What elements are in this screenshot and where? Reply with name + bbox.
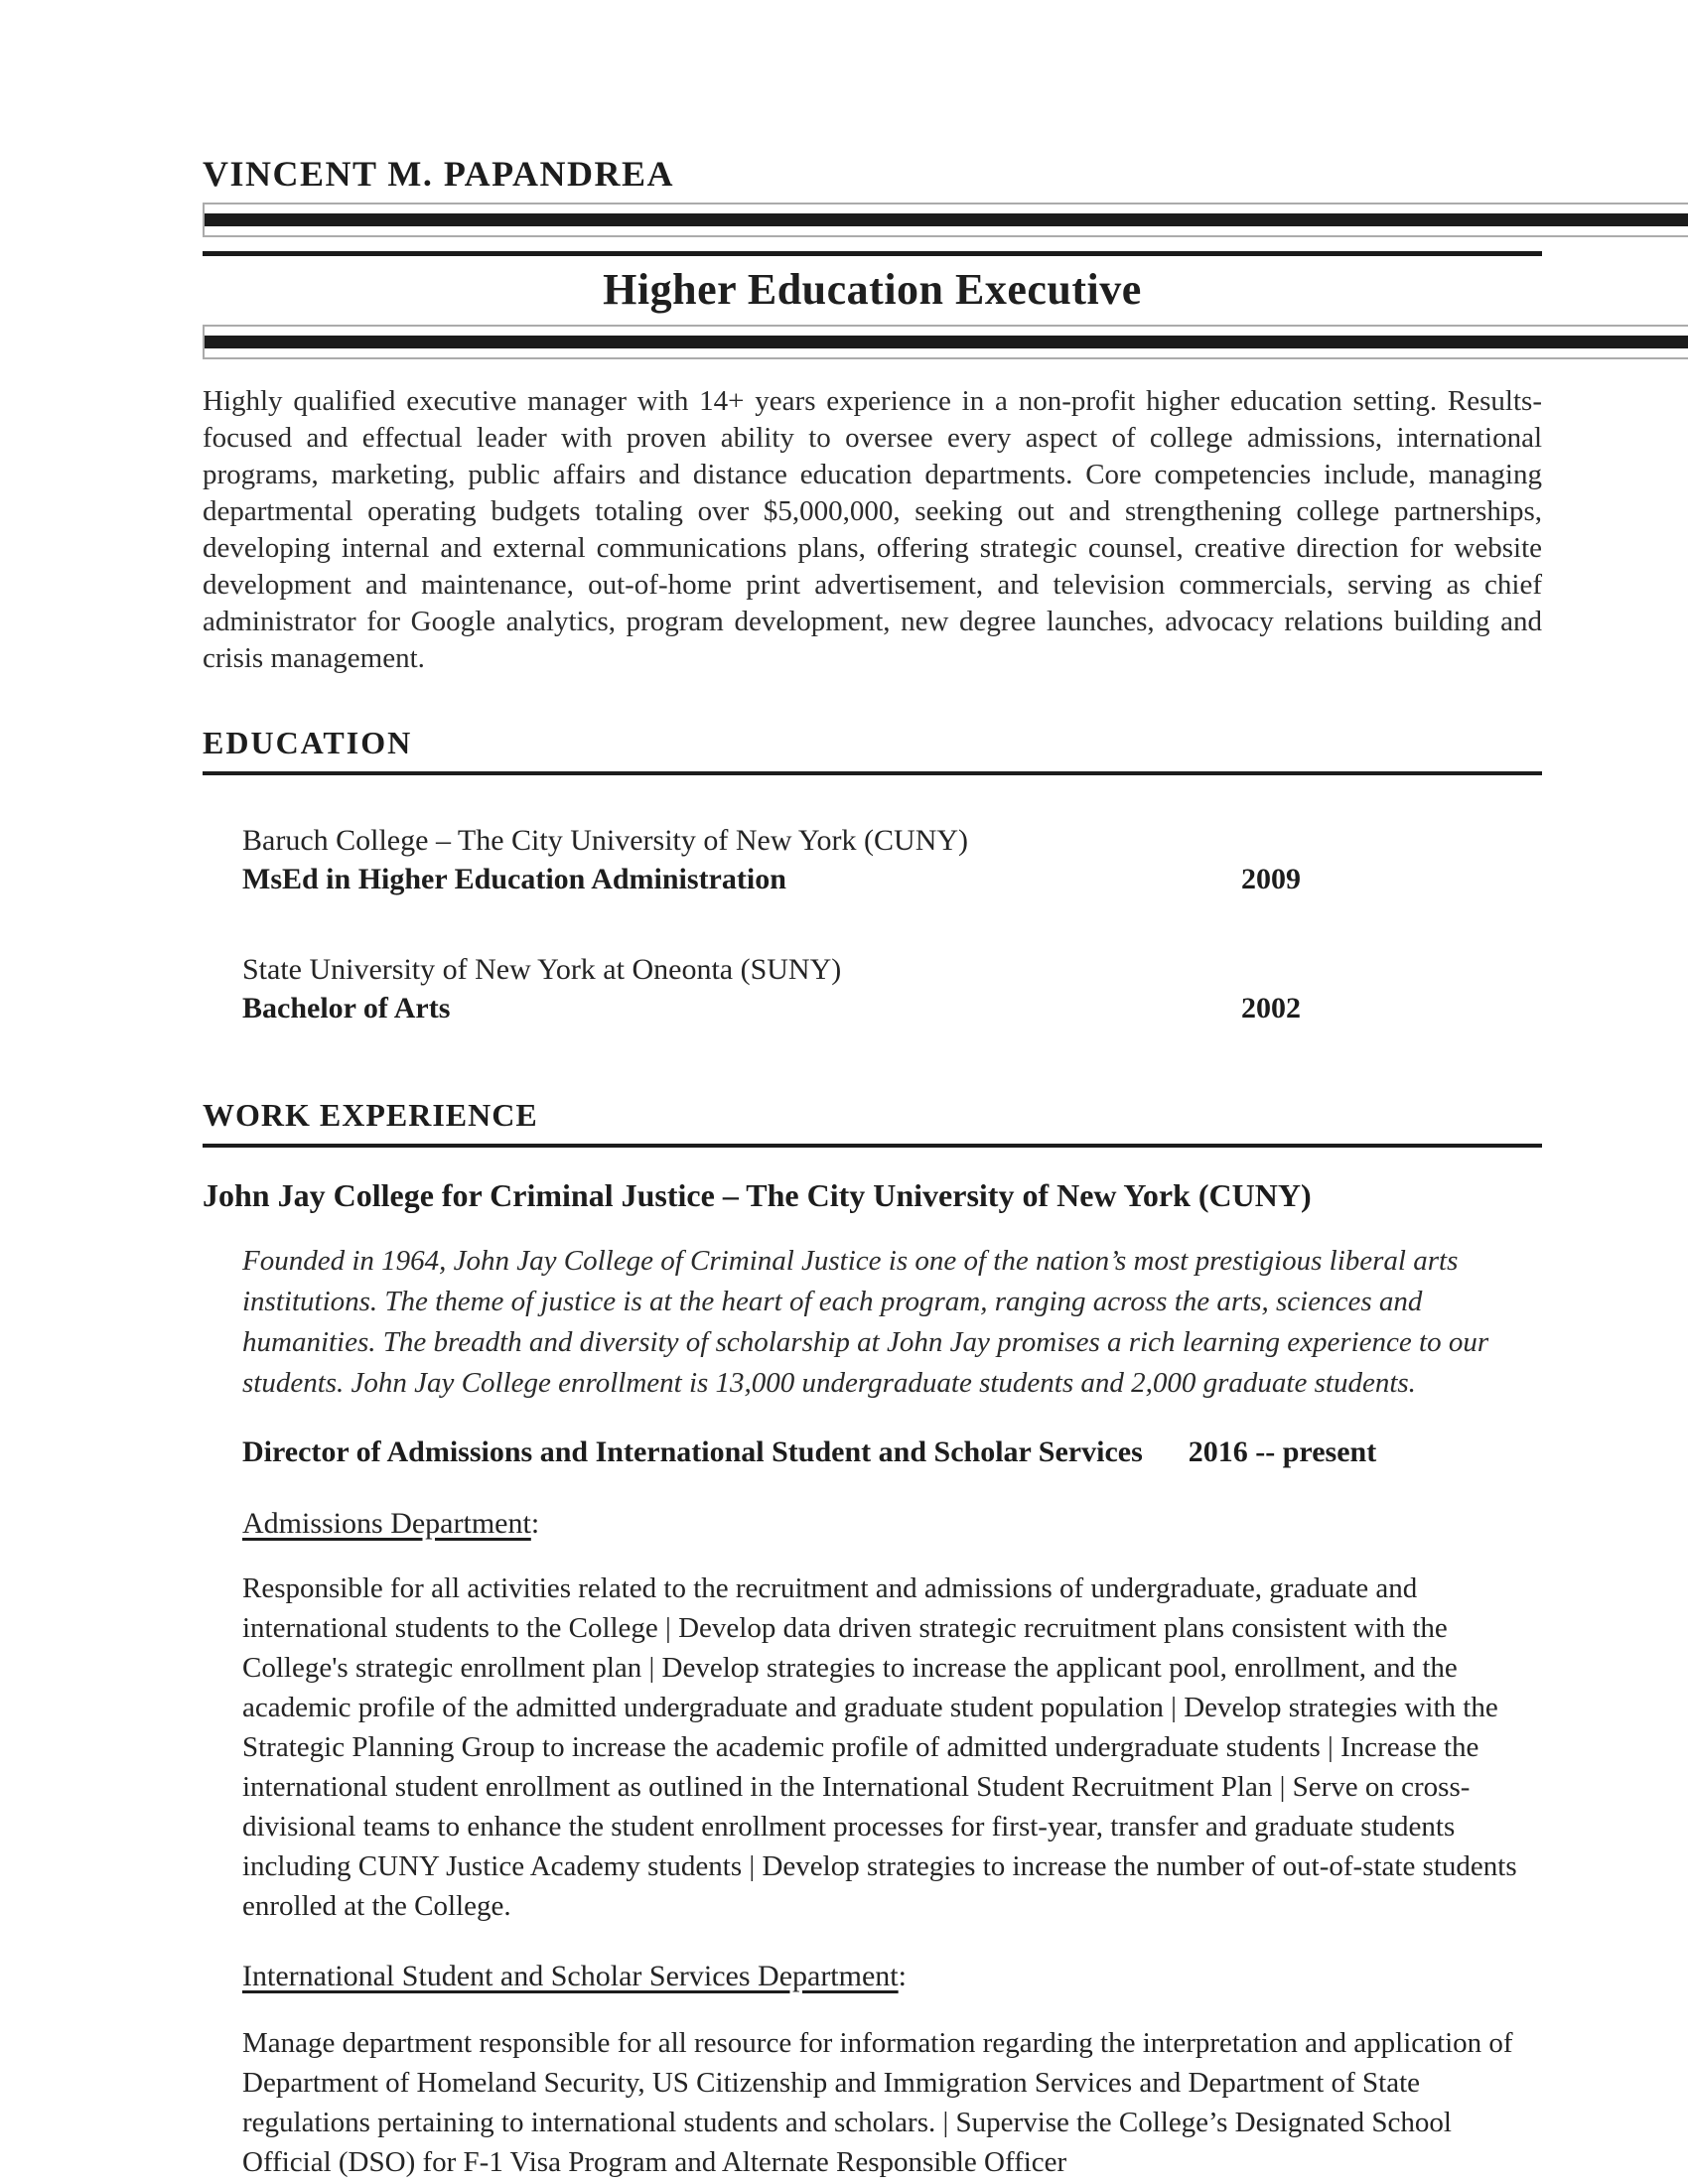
department-label-colon: : [898, 1960, 907, 1992]
employer-name: John Jay College for Criminal Justice – The City University of New York (CUNY) [203, 1177, 1312, 1213]
department-label-international: International Student and Scholar Services Department [242, 1960, 899, 1992]
department-label-line [242, 1505, 1542, 1543]
position-dates: 2016 -- present [1188, 1435, 1377, 1468]
work-experience-section-heading: WORK EXPERIENCE [203, 1097, 1542, 1148]
employer-description: Founded in 1964, John Jay College of Criminal Justice is one of the nation’s most prestigious liberal arts institutions. The theme of justice is at the heart of each program, ranging across the arts, sciences and humanities. The breadth and diversity of scholarship at John Jay promises a rich learning experience to our students. John Jay College enrollment is 13,000 undergraduate students and 2,000 graduate students. [242, 1245, 1489, 1399]
department-label-admissions: Admissions Department [242, 1507, 531, 1540]
school-name: State University of New York at Oneonta (SUNY) [242, 953, 842, 986]
school-name: Baruch College – The City University of New York (CUNY) [242, 824, 969, 857]
admissions-department-body: Responsible for all activities related to the recruitment and admissions of undergraduate, graduate and international students to the College | Develop data driven strategic recruitment plans consistent with the College's strategic enrollment plan | Develop strategies to increase the applicant pool, enrollment, and the academic profile of the admitted undergraduate and graduate student population | Develop strategies with the Strategic Planning Group to increase the academic profile of admitted undergraduate students | Increase the international student enrollment as outlined in the International Student Recruitment Plan | Serve on cross-divisional teams to enhance the student enrollment processes for first-year, transfer and graduate students including CUNY Justice Academy students | Develop strategies to increase the number of out-of-state students enrolled at the College. [242, 1572, 1517, 1922]
candidate-name: VINCENT M. PAPANDREA [203, 154, 674, 194]
header-divider-bar-top-ink [205, 213, 1688, 226]
professional-summary: Highly qualified executive manager with 14+ years experience in a non-profit higher education setting. Results-focused and effectual leader with proven ability to oversee every aspect of college admissions, international programs, marketing, public affairs and distance education departments. Core competencies include, managing departmental operating budgets totaling over $5,000,000, seeking out and strengthening college partnerships, developing internal and external communications plans, offering strategic counsel, creative direction for website development and maintenance, out-of-home print advertisement, and television commercials, serving as chief administrator for Google analytics, program development, new degree launches, advocacy relations building and crisis management. [203, 385, 1542, 674]
education-entries [242, 821, 1542, 1027]
department-label-colon: : [530, 1507, 540, 1540]
degree-name: MsEd in Higher Education Administration [242, 863, 786, 895]
education-section-heading: EDUCATION [203, 725, 1542, 775]
document-title: Higher Education Executive [603, 265, 1142, 314]
department-label-line [242, 1958, 1542, 1995]
position-title: Director of Admissions and International Student and Scholar Services [242, 1435, 1143, 1468]
education-entry [242, 950, 1542, 1027]
education-entry [242, 821, 1542, 898]
degree-year: 2009 [1241, 863, 1301, 895]
degree-name: Bachelor of Arts [242, 992, 451, 1024]
header-divider-bar-top [203, 203, 1688, 237]
header-divider-bar-bottom-ink [205, 336, 1688, 348]
position-line [242, 1433, 1542, 1471]
international-department-body: Manage department responsible for all resource for information regarding the interpretation and application of Department of Homeland Security, US Citizenship and Immigration Services and Department of State regulations pertaining to international students and scholars. | Supervise the College’s Designated School Official (DSO) for F-1 Visa Program and Alternate Responsible Officer [242, 2027, 1513, 2178]
header-divider-bar-bottom [203, 325, 1688, 359]
title-top-rule [203, 251, 1542, 256]
degree-line [242, 989, 1542, 1027]
degree-line [242, 860, 1542, 898]
degree-year: 2002 [1241, 992, 1301, 1024]
